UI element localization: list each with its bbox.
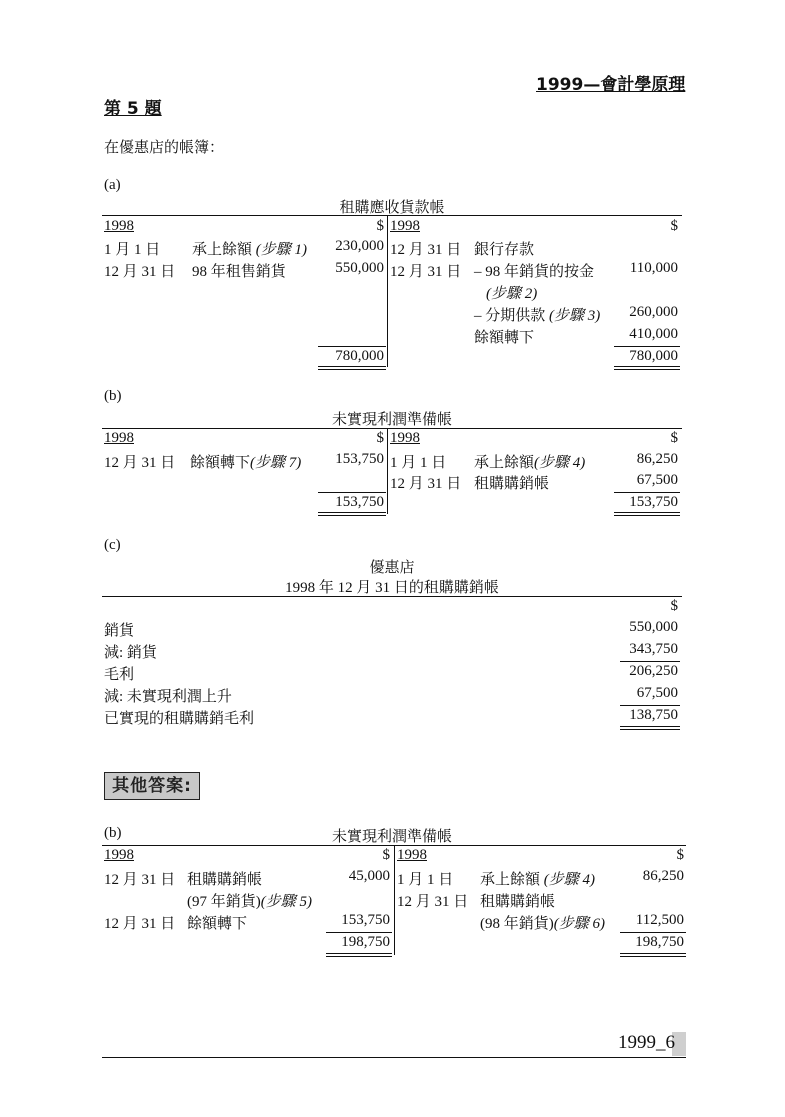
ledger-amount: 550,000 bbox=[335, 260, 384, 276]
statement-line-amount: 343,750 bbox=[629, 641, 678, 657]
total-rule bbox=[620, 932, 686, 933]
ledger-desc: 租購購銷帳 bbox=[474, 476, 550, 492]
part-b-label: (b) bbox=[104, 388, 122, 404]
ledger-amount: 153,750 bbox=[341, 912, 390, 928]
part-a-label: (a) bbox=[104, 177, 121, 193]
ledger-date: 12 月 31 日 bbox=[397, 894, 469, 910]
other-b-label: (b) bbox=[104, 825, 122, 841]
question-number: 第 5 題 bbox=[104, 99, 162, 119]
ledger-desc: (97 年銷貨)(步驟 5) bbox=[187, 894, 312, 910]
other-left-currency: $ bbox=[382, 847, 390, 863]
ledger-amount: 45,000 bbox=[348, 868, 390, 884]
part-b-account-title: 未實現利潤準備帳 bbox=[331, 412, 452, 428]
ledger-desc: 98 年租售銷貨 bbox=[192, 264, 286, 280]
other-t-divider bbox=[394, 845, 395, 955]
part-b-right-year: 1998 bbox=[390, 430, 420, 446]
ledger-date: 1 月 1 日 bbox=[390, 455, 447, 471]
ledger-desc: 餘額轉下 bbox=[474, 330, 535, 346]
part-a-left-currency: $ bbox=[376, 218, 384, 234]
ledger-desc: 承上餘額 (步驟 4) bbox=[480, 872, 596, 888]
ledger-total: 198,750 bbox=[635, 934, 684, 950]
total-rule bbox=[326, 932, 392, 933]
double-rule bbox=[620, 953, 686, 957]
part-b-top-rule bbox=[102, 428, 682, 429]
other-right-currency: $ bbox=[676, 847, 684, 863]
ledger-desc: – 分期供款 (步驟 3) bbox=[474, 308, 601, 324]
ledger-desc: (98 年銷貨)(步驟 6) bbox=[480, 916, 605, 932]
ledger-amount: 86,250 bbox=[636, 451, 678, 467]
statement-line-label: 減: 未實現利潤上升 bbox=[104, 689, 232, 705]
part-c-title-2: 1998 年 12 月 31 日的租購購銷帳 bbox=[285, 580, 499, 596]
ledger-date: 1 月 1 日 bbox=[397, 872, 454, 888]
part-a-right-currency: $ bbox=[670, 218, 678, 234]
ledger-amount: 260,000 bbox=[629, 304, 678, 320]
statement-line-label: 減: 銷貨 bbox=[104, 645, 157, 661]
other-answer-badge: 其他答案: bbox=[104, 772, 200, 800]
ledger-amount: 153,750 bbox=[335, 451, 384, 467]
subtotal-rule bbox=[620, 661, 680, 662]
part-b-left-currency: $ bbox=[376, 430, 384, 446]
ledger-desc: – 98 年銷貨的按金 bbox=[474, 264, 595, 280]
ledger-desc: 租購購銷帳 bbox=[480, 894, 556, 910]
statement-line-label: 銷貨 bbox=[104, 623, 135, 639]
footer-rule bbox=[102, 1057, 686, 1058]
part-b-t-divider bbox=[387, 428, 388, 514]
statement-line-label: 已實現的租購購銷毛利 bbox=[104, 711, 255, 727]
other-account-title: 未實現利潤準備帳 bbox=[331, 829, 452, 845]
ledger-amount: 86,250 bbox=[642, 868, 684, 884]
ledger-date: 12 月 31 日 bbox=[104, 264, 176, 280]
ledger-amount: 67,500 bbox=[636, 472, 678, 488]
total-rule bbox=[318, 346, 386, 347]
part-c-label: (c) bbox=[104, 537, 121, 553]
ledger-date: 12 月 31 日 bbox=[104, 872, 176, 888]
intro-text: 在優惠店的帳簿： bbox=[104, 140, 225, 156]
double-rule bbox=[614, 512, 680, 516]
part-c-title-1: 優惠店 bbox=[369, 560, 415, 576]
ledger-amount: 410,000 bbox=[629, 326, 678, 342]
double-rule bbox=[614, 366, 680, 370]
double-rule bbox=[326, 953, 392, 957]
ledger-date: 12 月 31 日 bbox=[104, 455, 176, 471]
part-a-right-year: 1998 bbox=[390, 218, 420, 234]
ledger-desc: 銀行存款 bbox=[474, 242, 535, 258]
statement-line-amount: 206,250 bbox=[629, 663, 678, 679]
ledger-date: 12 月 31 日 bbox=[390, 242, 462, 258]
part-b-left-year: 1998 bbox=[104, 430, 134, 446]
ledger-total: 153,750 bbox=[629, 494, 678, 510]
statement-line-amount: 67,500 bbox=[636, 685, 678, 701]
part-c-currency: $ bbox=[670, 598, 678, 614]
ledger-date: 12 月 31 日 bbox=[390, 476, 462, 492]
part-a-left-year: 1998 bbox=[104, 218, 134, 234]
total-rule bbox=[614, 346, 680, 347]
ledger-total: 780,000 bbox=[335, 348, 384, 364]
part-a-top-rule bbox=[102, 215, 682, 216]
ledger-desc: 租購購銷帳 bbox=[187, 872, 263, 888]
total-rule bbox=[318, 492, 386, 493]
ledger-desc: 餘額轉下(步驟 7) bbox=[190, 455, 302, 471]
ledger-note: (步驟 2) bbox=[486, 286, 538, 302]
statement-line-amount: 550,000 bbox=[629, 619, 678, 635]
ledger-date: 12 月 31 日 bbox=[390, 264, 462, 280]
part-b-right-currency: $ bbox=[670, 430, 678, 446]
page-number: 1999_6 bbox=[618, 1032, 675, 1053]
other-right-year: 1998 bbox=[397, 847, 427, 863]
other-left-year: 1998 bbox=[104, 847, 134, 863]
ledger-total: 153,750 bbox=[335, 494, 384, 510]
double-rule bbox=[620, 726, 680, 730]
ledger-desc: 承上餘額 (步驟 1) bbox=[192, 242, 308, 258]
part-a-account-title: 租購應收貨款帳 bbox=[339, 200, 445, 216]
ledger-desc: 承上餘額(步驟 4) bbox=[474, 455, 586, 471]
ledger-total: 780,000 bbox=[629, 348, 678, 364]
part-c-top-rule bbox=[102, 596, 682, 597]
ledger-total: 198,750 bbox=[341, 934, 390, 950]
total-rule bbox=[614, 492, 680, 493]
ledger-desc: 餘額轉下 bbox=[187, 916, 248, 932]
subtotal-rule bbox=[620, 705, 680, 706]
ledger-date: 1 月 1 日 bbox=[104, 242, 161, 258]
document-header-title: 1999—會計學原理 bbox=[536, 75, 686, 95]
statement-line-amount: 138,750 bbox=[629, 707, 678, 723]
ledger-amount: 112,500 bbox=[635, 912, 684, 928]
double-rule bbox=[318, 366, 386, 370]
ledger-amount: 230,000 bbox=[335, 238, 384, 254]
double-rule bbox=[318, 512, 386, 516]
ledger-amount: 110,000 bbox=[629, 260, 678, 276]
statement-line-label: 毛利 bbox=[104, 667, 135, 683]
part-a-t-divider bbox=[387, 215, 388, 367]
ledger-date: 12 月 31 日 bbox=[104, 916, 176, 932]
